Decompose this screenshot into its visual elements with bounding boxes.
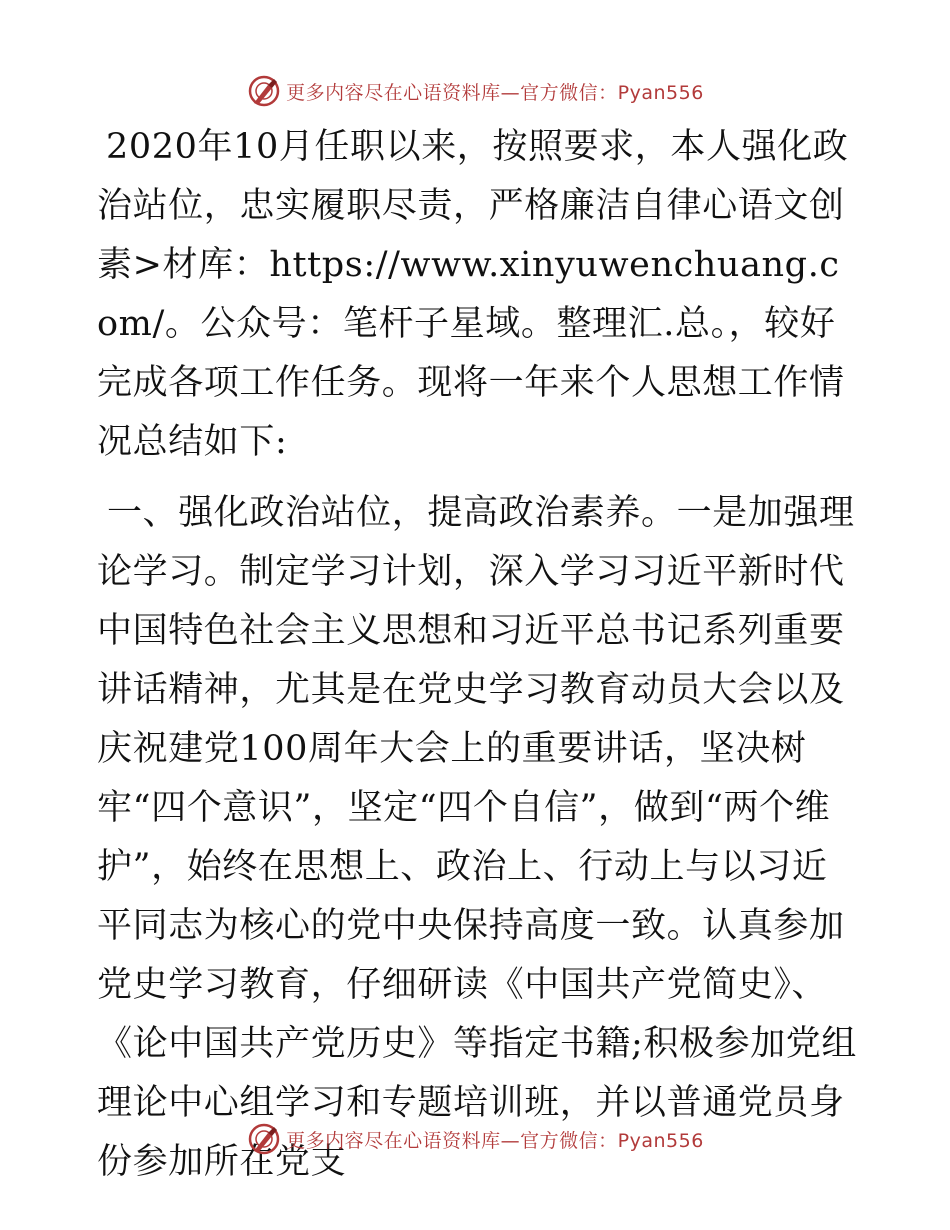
header-watermark xyxy=(0,71,950,111)
watermark-text: 更多内容尽在心语资料库—官方微信：Pyan556 xyxy=(286,1129,704,1152)
footer-watermark xyxy=(0,1119,950,1159)
document-body xyxy=(97,118,857,1192)
pen-logo-icon xyxy=(246,1121,282,1157)
watermark-text: 更多内容尽在心语资料库—官方微信：Pyan556 xyxy=(286,81,704,104)
pen-logo-icon xyxy=(246,73,282,109)
paragraph-intro: 2020年10月任职以来，按照要求，本人强化政治站位，忠实履职尽责，严格廉洁自律心语文创素>材库：https://www.xinyuwenchuang.com/。公众号：笔杆子星域。整理汇.总。，较好完成各项工作任务。现将一年来个人思想工作情况总结如下: xyxy=(97,127,849,462)
paragraph-section-one: 一、强化政治站位，提高政治素养。一是加强理论学习。制定学习计划，深入学习习近平新时代中国特色社会主义思想和习近平总书记系列重要讲话精神，尤其是在党史学习教育动员大会以及庆祝建党100周年大会上的重要讲话，坚决树牢“四个意识”，坚定“四个自信”，做到“两个维护”，始终在思想上、政治上、行动上与以习近平同志为核心的党中央保持高度一致。认真参加党史学习教育，仔细研读《中国共产党简史》、《论中国共产党历史》等指定书籍;积极参加党组理论中心组学习和专题培训班，并以普通党员身份参加所在党支 xyxy=(97,493,857,1182)
